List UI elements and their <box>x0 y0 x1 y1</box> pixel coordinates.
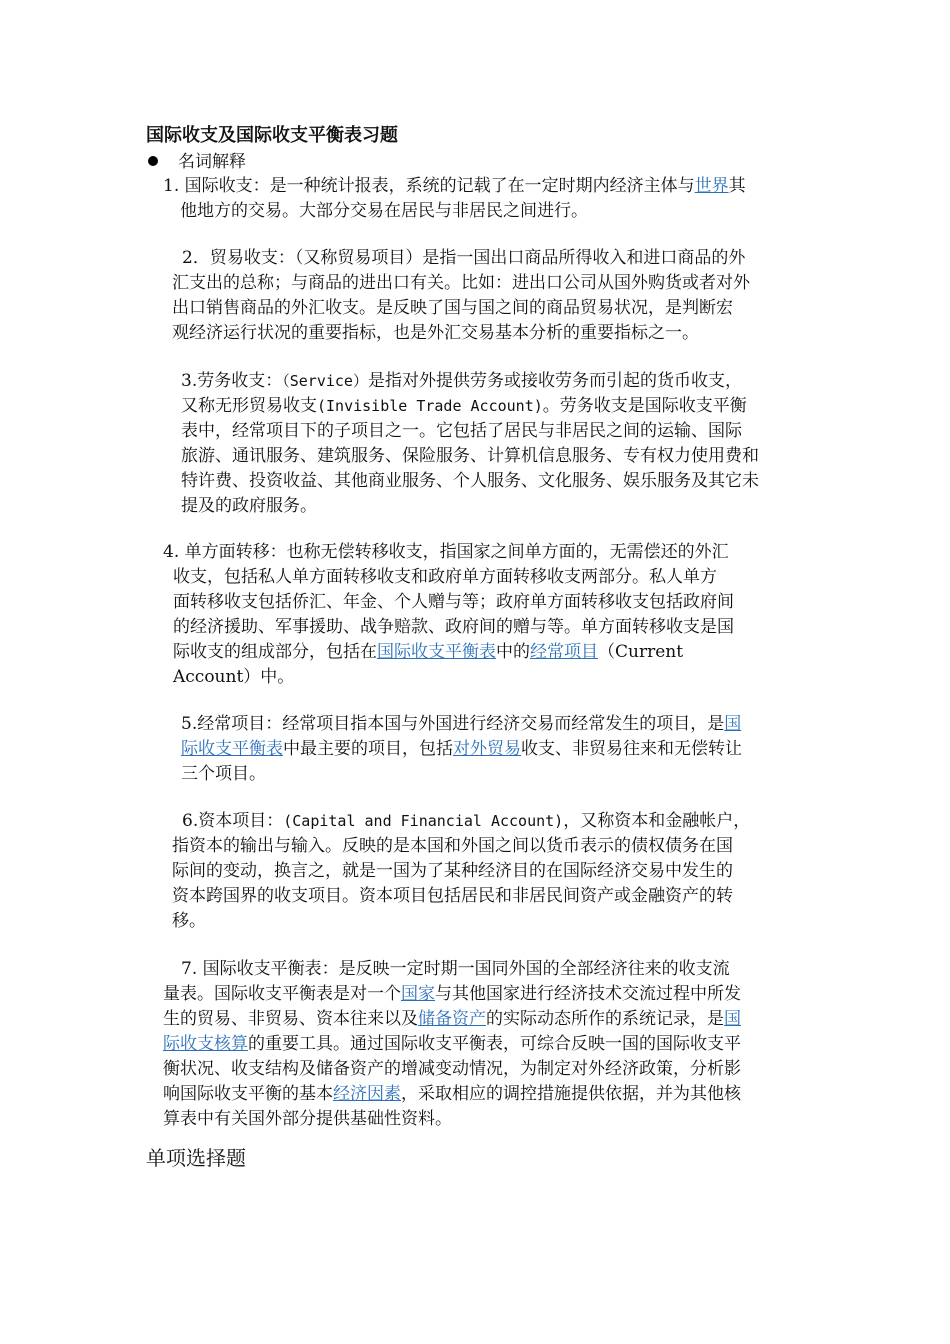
paragraph-2 <box>172 246 750 346</box>
text: 1. 国际收支：是一种统计报表，系统的记载了在一定时期内经济主体与 <box>163 176 695 196</box>
paragraph-3 <box>181 369 759 519</box>
bullet-dot-icon <box>148 156 158 166</box>
line: 指资本的输出与输入。反映的是本国和外国之间以货币表示的债权债务在国 <box>172 836 733 856</box>
link-bop-table[interactable]: 国 <box>724 714 742 734</box>
line: 提及的政府服务。 <box>181 496 317 516</box>
text: 又称无形贸易收支 <box>181 396 317 416</box>
text: 与其他国家进行经济技术交流过程中所发 <box>435 984 741 1004</box>
link-bop-accounting[interactable]: 国 <box>724 1009 741 1029</box>
link-bop-table-cont[interactable]: 际收支平衡表 <box>181 739 283 759</box>
document-title: 国际收支及国际收支平衡表习题 <box>146 125 398 146</box>
text: (Invisible Trade Account) <box>317 397 543 415</box>
line: 汇支出的总称；与商品的进出口有关。比如：进出口公司从国外购货或者对外 <box>172 273 750 293</box>
section-heading-multiple-choice: 单项选择题 <box>146 1146 246 1170</box>
line: 的经济援助、军事援助、战争赔款、政府间的赠与等。单方面转移收支是国 <box>173 617 734 637</box>
line <box>181 394 759 419</box>
text: 收支、非贸易往来和无偿转让 <box>521 739 742 759</box>
line: 衡状况、收支结构及储备资产的增减变动情况，为制定对外经济政策，分析影 <box>163 1059 741 1079</box>
line: 旅游、通讯服务、建筑服务、保险服务、计算机信息服务、专有权力使用费和 <box>181 446 759 466</box>
line <box>163 1007 741 1032</box>
line: 特许费、投资收益、其他商业服务、个人服务、文化服务、娱乐服务及其它未 <box>181 471 759 491</box>
paragraph-4 <box>163 540 734 690</box>
paragraph-6 <box>172 809 750 934</box>
text: 量表。国际收支平衡表是对一个 <box>163 984 401 1004</box>
line <box>172 809 750 834</box>
line <box>163 1082 741 1107</box>
text: 际收支的组成部分，包括在 <box>173 642 377 662</box>
link-bop-table[interactable]: 国际收支平衡表 <box>377 642 496 662</box>
line: 2．贸易收支：（又称贸易项目）是指一国出口商品所得收入和进口商品的外 <box>182 248 746 268</box>
line: 表中，经常项目下的子项目之一。它包括了居民与非居民之间的运输、国际 <box>181 421 742 441</box>
line <box>163 1032 741 1057</box>
line <box>163 640 734 665</box>
line: 面转移收支包括侨汇、年金、个人赠与等；政府单方面转移收支包括政府间 <box>173 592 734 612</box>
text: 是指对外提供劳务或接收劳务而引起的货币收支， <box>367 371 742 391</box>
text: 5.经常项目：经常项目指本国与外国进行经济交易而经常发生的项目，是 <box>181 714 725 734</box>
paragraph-1 <box>163 174 746 224</box>
line: 4. 单方面转移：也称无偿转移收支，指国家之间单方面的，无需偿还的外汇 <box>163 542 729 562</box>
link-reserve-assets[interactable]: 储备资产 <box>418 1009 486 1029</box>
line: 算表中有关国外部分提供基础性资料。 <box>163 1109 452 1129</box>
line: 际间的变动，换言之，就是一国为了某种经济目的在国际经济交易中发生的 <box>172 861 733 881</box>
link-foreign-trade[interactable]: 对外贸易 <box>453 739 521 759</box>
line <box>181 737 742 762</box>
text: 。劳务收支是国际收支平衡 <box>542 396 747 416</box>
text: 3.劳务收支： <box>181 371 283 391</box>
text: ，采取相应的调控措施提供依据，并为其他核 <box>401 1084 741 1104</box>
line: 观经济运行状况的重要指标，也是外汇交易基本分析的重要指标之一。 <box>172 323 699 343</box>
text: 响国际收支平衡的基本 <box>163 1084 333 1104</box>
text: 的重要工具。通过国际收支平衡表，可综合反映一国的国际收支平 <box>248 1034 741 1054</box>
bullet-item <box>146 150 246 174</box>
paragraph-5 <box>181 712 742 787</box>
line <box>163 982 741 1007</box>
bullet-label: 名词解释 <box>178 152 246 172</box>
line: 收支，包括私人单方面转移收支和政府单方面转移收支两部分。私人单方 <box>173 567 717 587</box>
line <box>163 174 746 199</box>
link-economic-factors[interactable]: 经济因素 <box>333 1084 401 1104</box>
line: 他地方的交易。大部分交易在居民与非居民之间进行。 <box>180 201 588 221</box>
text: （Service） <box>282 372 368 390</box>
line <box>181 369 759 394</box>
text: 的实际动态所作的系统记录，是 <box>486 1009 724 1029</box>
link-current-account[interactable]: 经常项目 <box>530 642 598 662</box>
text: 6.资本项目： <box>182 811 284 831</box>
text: ，又称资本和金融帐户， <box>563 811 751 831</box>
line: 7. 国际收支平衡表：是反映一定时期一国同外国的全部经济往来的收支流 <box>181 959 730 979</box>
line: 资本跨国界的收支项目。资本项目包括居民和非居民间资产或金融资产的转 <box>172 886 733 906</box>
line: Account）中。 <box>173 667 295 687</box>
paragraph-7 <box>163 957 741 1132</box>
line: 三个项目。 <box>181 764 266 784</box>
link-world[interactable]: 世界 <box>694 176 729 196</box>
line <box>181 712 742 737</box>
text: 其 <box>728 176 746 196</box>
link-country[interactable]: 国家 <box>401 984 435 1004</box>
text: 生的贸易、非贸易、资本往来以及 <box>163 1009 418 1029</box>
text: (Capital and Financial Account) <box>283 812 564 830</box>
text: 中最主要的项目，包括 <box>283 739 453 759</box>
line: 移。 <box>172 911 206 931</box>
link-bop-accounting-cont[interactable]: 际收支核算 <box>163 1034 248 1054</box>
line: 出口销售商品的外汇收支。是反映了国与国之间的商品贸易状况，是判断宏 <box>172 298 733 318</box>
text: 中的 <box>496 642 530 662</box>
text: （Current <box>598 642 684 662</box>
